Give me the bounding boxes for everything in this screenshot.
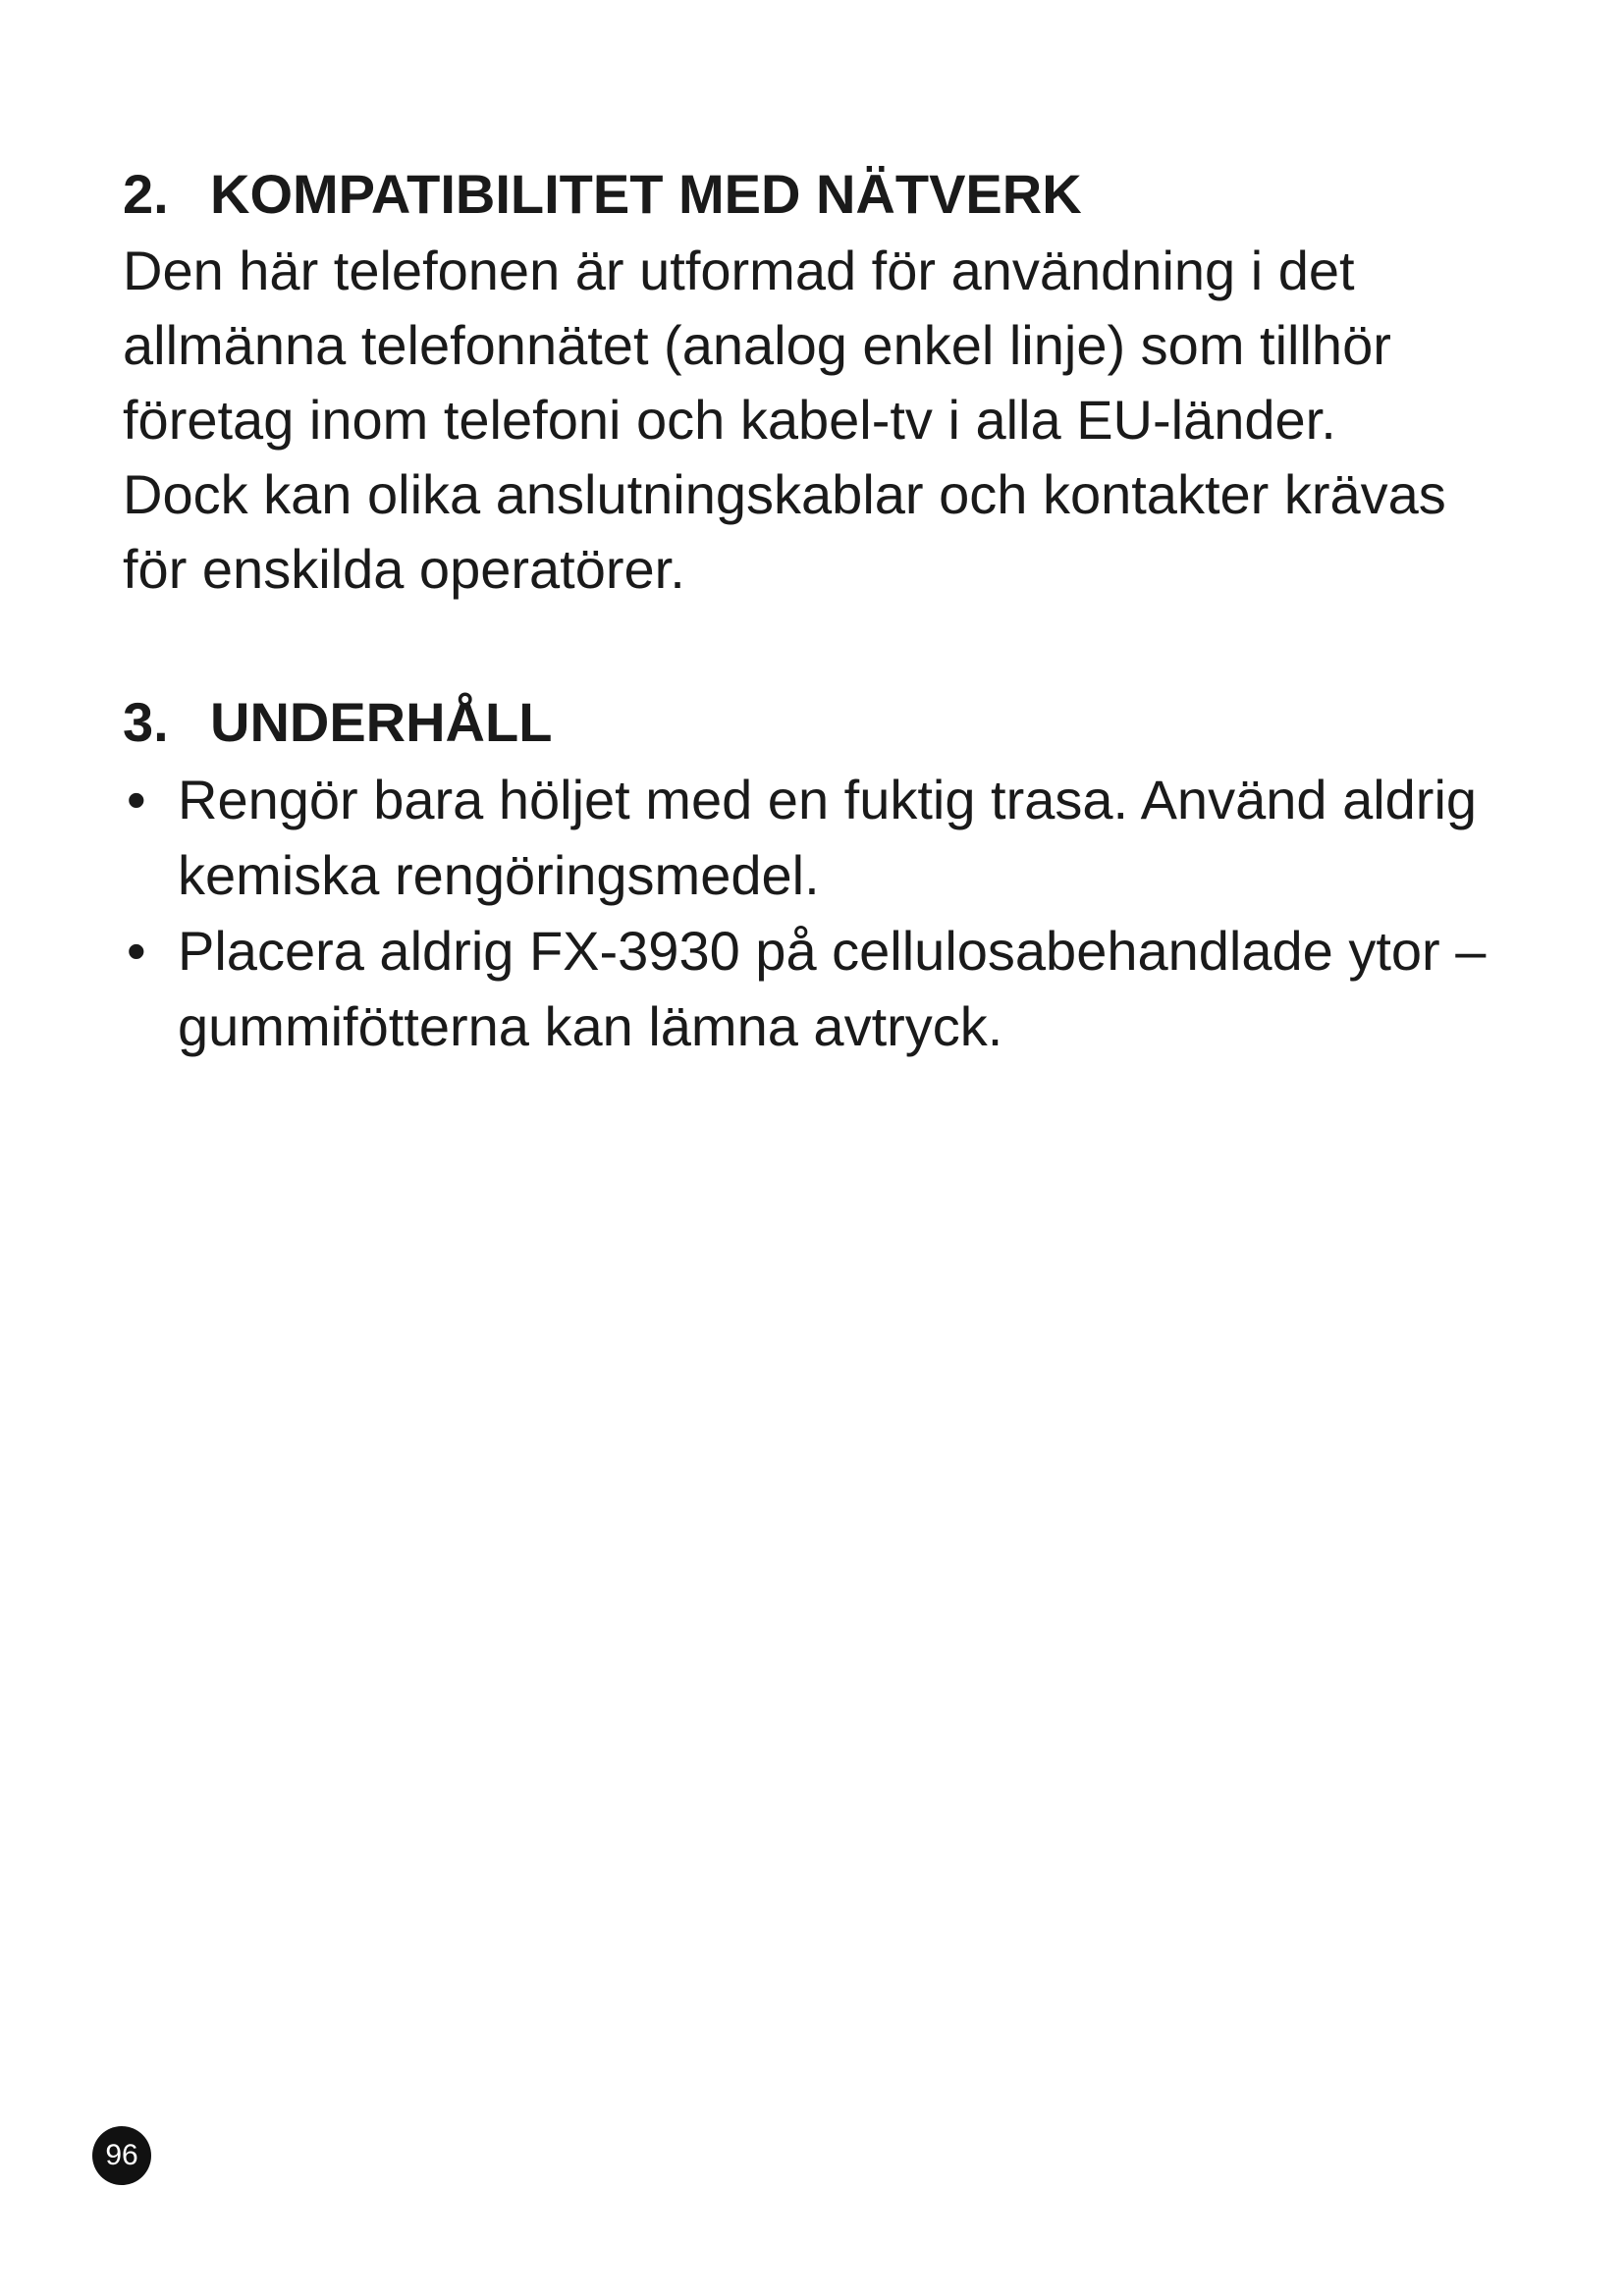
paragraph: Dock kan olika anslutningskablar och kontakter krävas för enskilda operatörer. <box>123 463 1446 600</box>
section-heading <box>123 155 1517 234</box>
list-item <box>123 762 1517 913</box>
bullet-icon: • <box>127 920 146 982</box>
bullet-icon: • <box>127 769 146 830</box>
section-number: 2. <box>123 163 169 225</box>
bullet-list <box>123 762 1517 1064</box>
list-item-text: Rengör bara höljet med en fuktig trasa. Använd aldrig kemiska rengöringsmedel. <box>178 769 1478 906</box>
section-title: UNDERHÅLL <box>210 691 553 753</box>
section-maintenance <box>123 683 1517 1064</box>
page-number-badge: 96 <box>92 2126 151 2185</box>
paragraph: Den här telefonen är utformad för användning i det allmänna telefonnätet (analog enkel linje) som tillhör företag inom telefoni och kabel-tv i alla EU-länder. <box>123 240 1391 451</box>
section-network-compatibility <box>123 155 1517 607</box>
section-number: 3. <box>123 691 169 753</box>
document-page <box>123 155 1517 1064</box>
list-item <box>123 913 1517 1064</box>
section-title: KOMPATIBILITET MED NÄTVERK <box>210 163 1082 225</box>
section-heading <box>123 683 1517 762</box>
list-item-text: Placera aldrig FX-3930 på cellulosabehandlade ytor – gummifötterna kan lämna avtryck. <box>178 920 1487 1057</box>
